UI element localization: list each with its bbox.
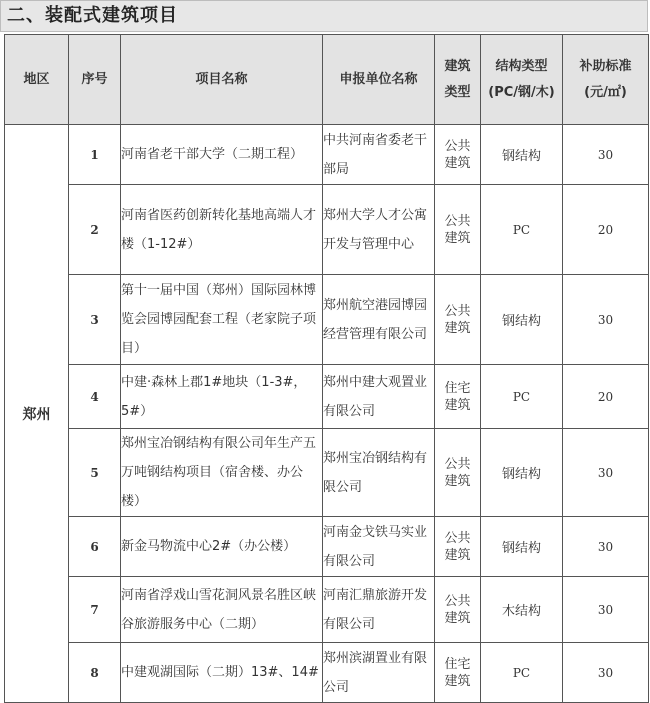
table-row <box>5 125 649 185</box>
building-type-line2: 建筑 <box>444 473 471 489</box>
region-cell: 郑州 <box>5 125 69 703</box>
header-building-type-line2: 类型 <box>444 84 471 100</box>
structure-type-cell: 钢结构 <box>481 517 563 577</box>
building-type-line1: 公共 <box>444 530 471 546</box>
seq-cell: 6 <box>69 517 121 577</box>
applicant-unit-cell: 郑州滨湖置业有限公司 <box>323 643 435 703</box>
building-type-line2: 建筑 <box>444 155 471 171</box>
table-row <box>5 577 649 643</box>
header-building-type <box>435 35 481 125</box>
building-type-cell <box>435 643 481 703</box>
building-type-cell <box>435 365 481 429</box>
header-region: 地区 <box>5 35 69 125</box>
applicant-unit-cell: 郑州中建大观置业有限公司 <box>323 365 435 429</box>
header-subsidy <box>563 35 649 125</box>
table-row <box>5 429 649 517</box>
applicant-unit-cell: 郑州宝冶钢结构有限公司 <box>323 429 435 517</box>
building-type-cell <box>435 517 481 577</box>
section-title: 二、装配式建筑项目 <box>0 0 648 32</box>
seq-cell: 4 <box>69 365 121 429</box>
subsidy-standard-cell: 30 <box>563 517 649 577</box>
seq-cell: 8 <box>69 643 121 703</box>
subsidy-standard-cell: 30 <box>563 125 649 185</box>
project-name-cell: 第十一届中国（郑州）国际园林博览会园博园配套工程（老家院子项目） <box>121 275 323 365</box>
subsidy-standard-cell: 20 <box>563 185 649 275</box>
applicant-unit-cell: 河南汇鼎旅游开发有限公司 <box>323 577 435 643</box>
structure-type-cell: 木结构 <box>481 577 563 643</box>
subsidy-standard-cell: 30 <box>563 577 649 643</box>
structure-type-cell: PC <box>481 365 563 429</box>
subsidy-standard-cell: 30 <box>563 275 649 365</box>
seq-cell: 5 <box>69 429 121 517</box>
building-type-cell <box>435 185 481 275</box>
building-type-cell <box>435 429 481 517</box>
header-structure-type-line2: (PC/钢/木) <box>488 84 555 100</box>
project-table <box>4 34 649 703</box>
structure-type-cell: PC <box>481 643 563 703</box>
header-unit: 申报单位名称 <box>323 35 435 125</box>
building-type-cell <box>435 577 481 643</box>
header-subsidy-line1: 补助标准 <box>579 58 632 74</box>
project-name-cell: 中建·森林上郡1#地块（1-3#，5#） <box>121 365 323 429</box>
building-type-line1: 住宅 <box>444 380 471 396</box>
building-type-line2: 建筑 <box>444 230 471 246</box>
building-type-line2: 建筑 <box>444 673 471 689</box>
header-structure-type-line1: 结构类型 <box>495 58 548 74</box>
table-row <box>5 185 649 275</box>
building-type-line2: 建筑 <box>444 547 471 563</box>
header-row <box>5 35 649 125</box>
building-type-line1: 公共 <box>444 213 471 229</box>
seq-cell: 7 <box>69 577 121 643</box>
subsidy-standard-cell: 20 <box>563 365 649 429</box>
building-type-line2: 建筑 <box>444 320 471 336</box>
applicant-unit-cell: 河南金戈铁马实业有限公司 <box>323 517 435 577</box>
table-row <box>5 643 649 703</box>
seq-cell: 3 <box>69 275 121 365</box>
subsidy-standard-cell: 30 <box>563 429 649 517</box>
applicant-unit-cell: 郑州大学人才公寓开发与管理中心 <box>323 185 435 275</box>
building-type-line1: 公共 <box>444 303 471 319</box>
header-name: 项目名称 <box>121 35 323 125</box>
building-type-line2: 建筑 <box>444 610 471 626</box>
building-type-line1: 公共 <box>444 593 471 609</box>
project-name-cell: 新金马物流中心2#（办公楼） <box>121 517 323 577</box>
project-name-cell: 河南省医药创新转化基地高端人才楼（1-12#） <box>121 185 323 275</box>
table-row <box>5 365 649 429</box>
seq-cell: 1 <box>69 125 121 185</box>
subsidy-standard-cell: 30 <box>563 643 649 703</box>
table-row <box>5 275 649 365</box>
building-type-cell <box>435 275 481 365</box>
header-building-type-line1: 建筑 <box>444 58 471 74</box>
building-type-line1: 住宅 <box>444 656 471 672</box>
table-row <box>5 517 649 577</box>
applicant-unit-cell: 中共河南省委老干部局 <box>323 125 435 185</box>
project-name-cell: 河南省浮戏山雪花洞风景名胜区峡谷旅游服务中心（二期） <box>121 577 323 643</box>
building-type-line1: 公共 <box>444 456 471 472</box>
applicant-unit-cell: 郑州航空港园博园经营管理有限公司 <box>323 275 435 365</box>
header-structure-type <box>481 35 563 125</box>
project-name-cell: 郑州宝冶钢结构有限公司年生产五万吨钢结构项目（宿舍楼、办公楼） <box>121 429 323 517</box>
table-body <box>5 125 649 703</box>
project-name-cell: 河南省老干部大学（二期工程） <box>121 125 323 185</box>
structure-type-cell: PC <box>481 185 563 275</box>
structure-type-cell: 钢结构 <box>481 429 563 517</box>
building-type-line2: 建筑 <box>444 397 471 413</box>
structure-type-cell: 钢结构 <box>481 275 563 365</box>
structure-type-cell: 钢结构 <box>481 125 563 185</box>
building-type-line1: 公共 <box>444 138 471 154</box>
header-subsidy-line2: (元/㎡) <box>584 84 627 100</box>
header-seq: 序号 <box>69 35 121 125</box>
project-name-cell: 中建观湖国际（二期）13#、14# <box>121 643 323 703</box>
seq-cell: 2 <box>69 185 121 275</box>
building-type-cell <box>435 125 481 185</box>
